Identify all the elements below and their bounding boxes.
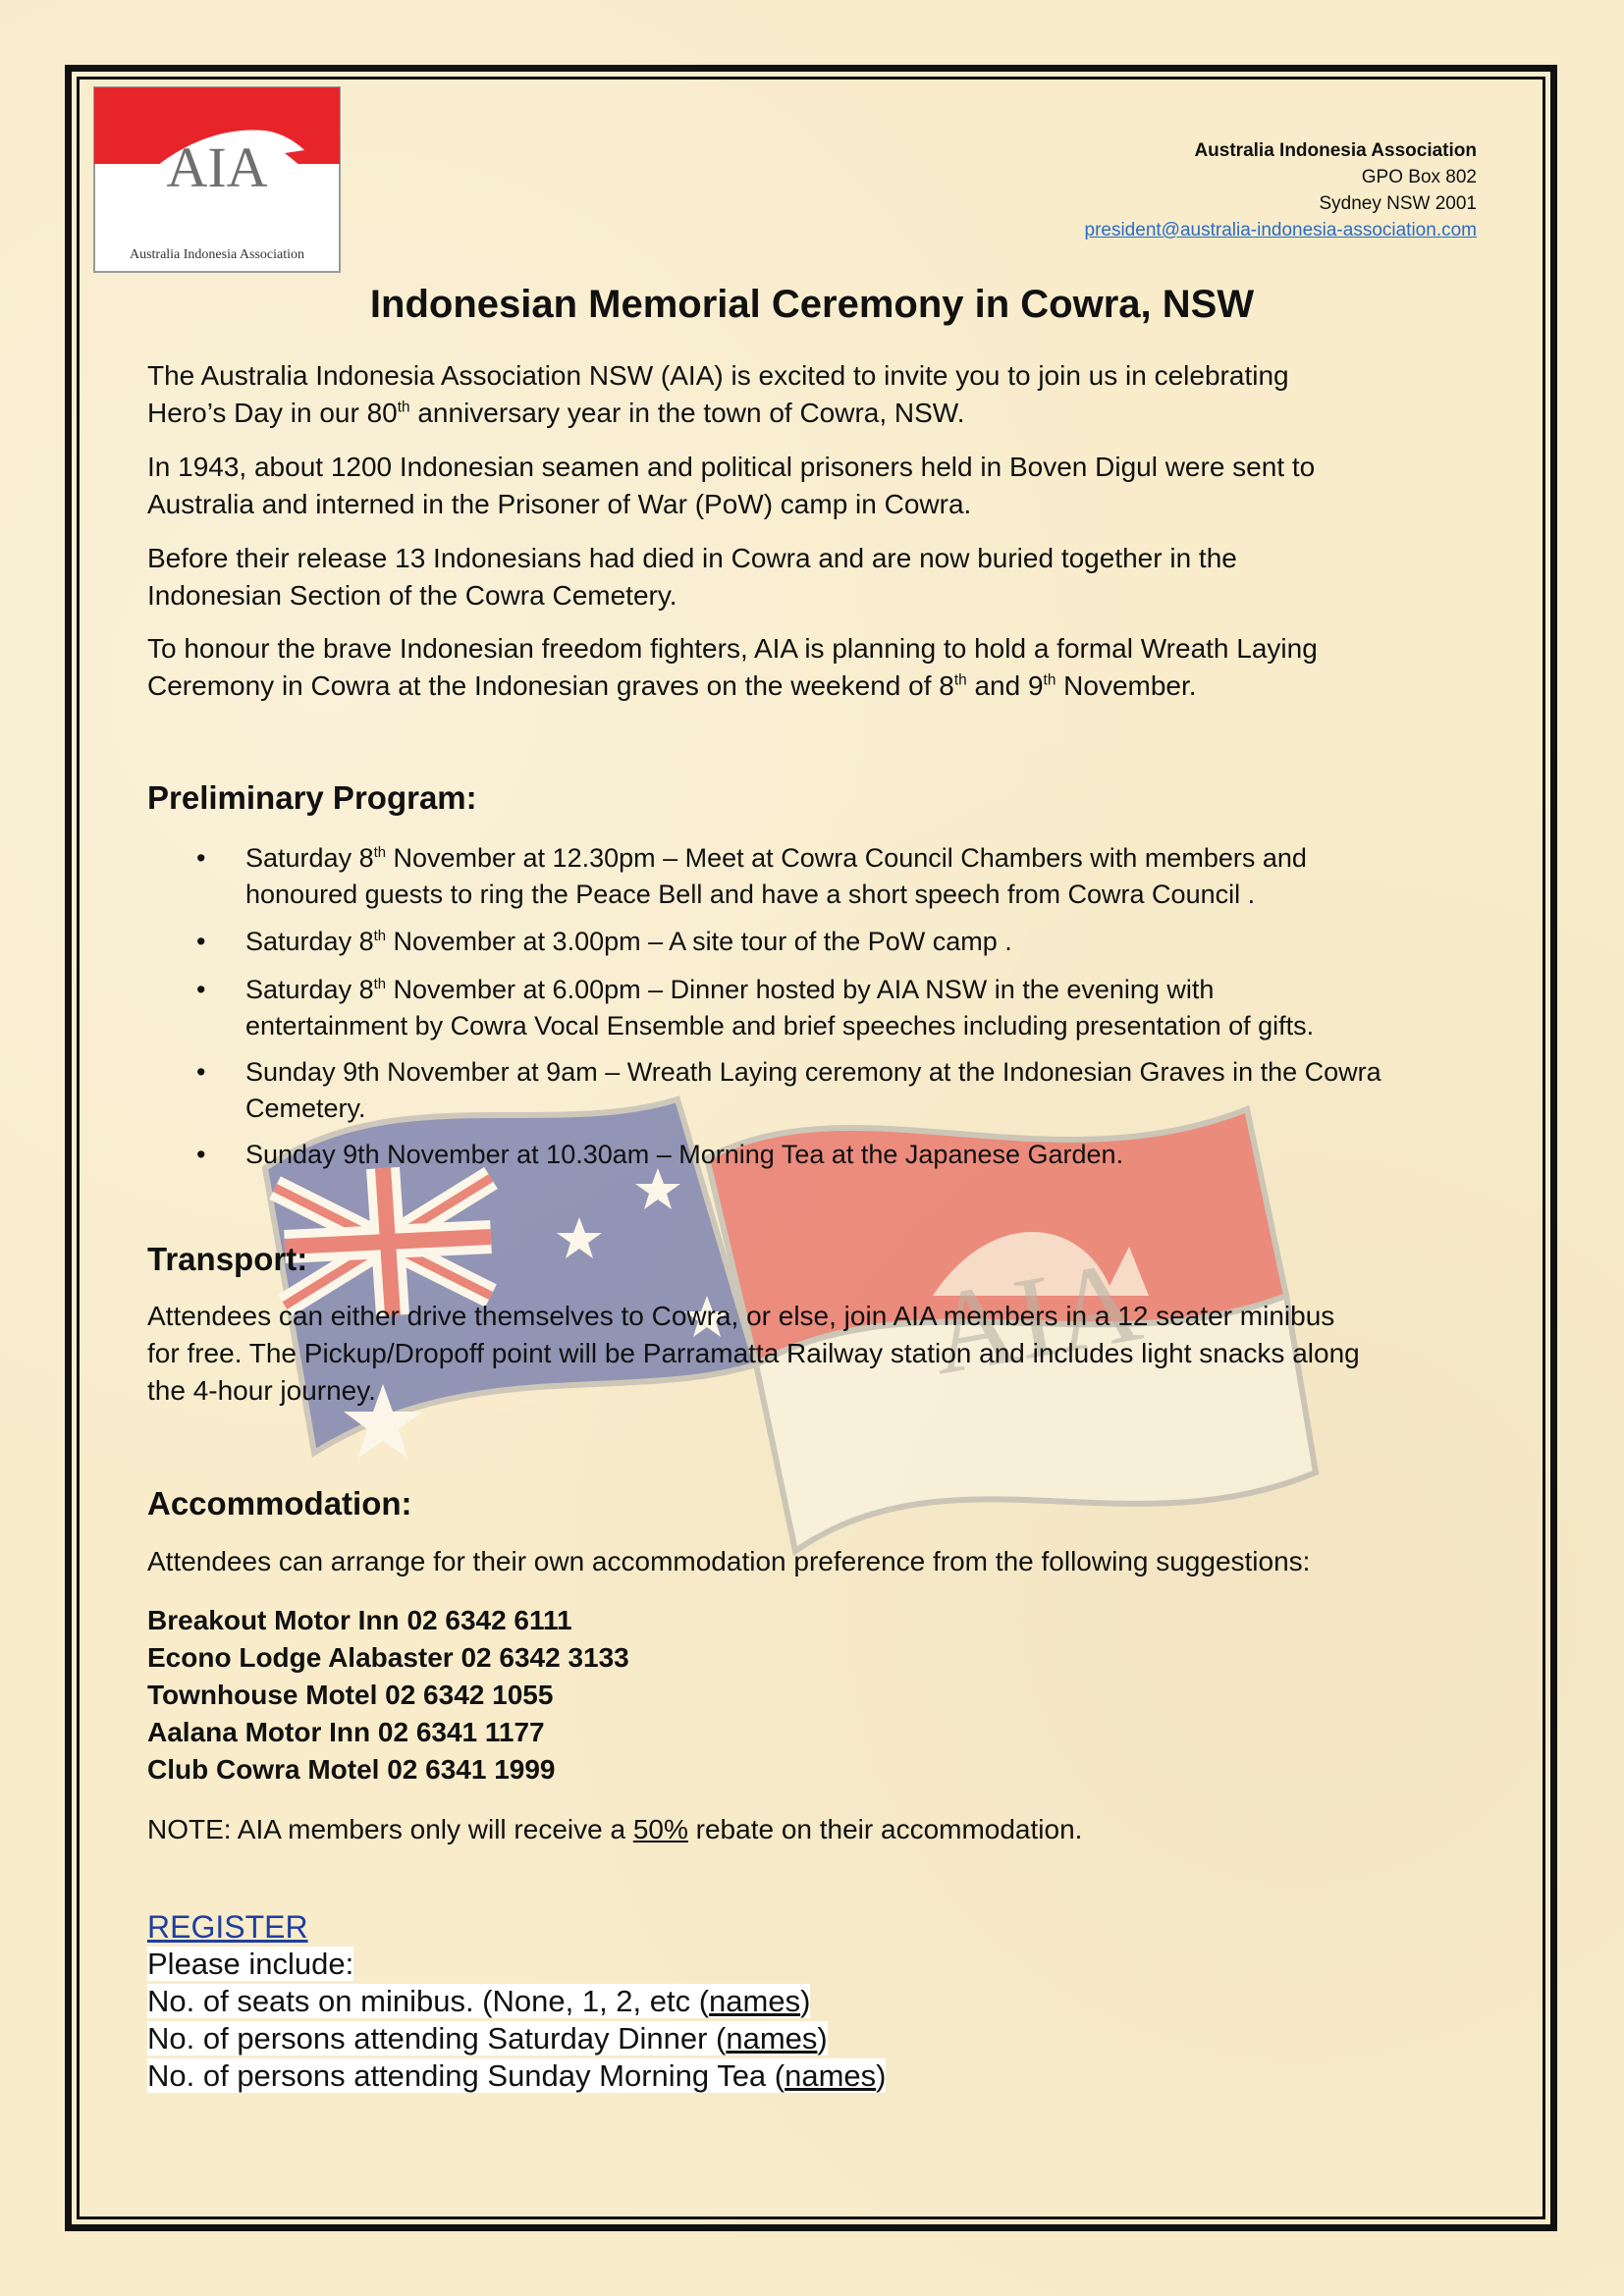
svg-text:AIA: AIA <box>920 1234 1150 1400</box>
register-section: REGISTER Please include: No. of seats on minibus. (None, 1, 2, etc (names) No. of persons attending Saturday Dinner (names) No. of persons attending Sunday Morning Tea (names) <box>147 1909 887 2093</box>
list-item: Econo Lodge Alabaster 02 6342 3133 <box>147 1642 629 1673</box>
list-item: Townhouse Motel 02 6342 1055 <box>147 1680 554 1710</box>
intro-paragraph-4: To honour the brave Indonesian freedom fighters, AIA is planning to hold a formal Wreath Laying Ceremony in Cowra at the Indonesian graves on the weekend of 8th and 9th November. <box>147 633 1318 701</box>
list-item: Aalana Motor Inn 02 6341 1177 <box>147 1717 545 1747</box>
accommodation-note: NOTE: AIA members only will receive a 50% rebate on their accommodation. <box>147 1814 1083 1844</box>
accommodation-heading: Accommodation: <box>147 1485 412 1522</box>
bullet-icon: • <box>196 1140 206 1169</box>
intro-paragraph-1: The Australia Indonesia Association NSW (AIA) is excited to invite you to join us in celebrating Hero’s Day in our 80th anniversary year in the town of Cowra, NSW. <box>147 360 1289 428</box>
page-title: Indonesian Memorial Ceremony in Cowra, NSW <box>369 283 1255 326</box>
bullet-icon: • <box>196 1057 206 1087</box>
address-block <box>1085 137 1478 243</box>
register-link[interactable]: REGISTER <box>147 1909 308 1945</box>
include-label: Please include: <box>147 1947 354 1981</box>
transport-heading: Transport: <box>147 1241 308 1277</box>
program-heading: Preliminary Program: <box>147 779 477 816</box>
aia-logo <box>93 86 341 273</box>
bullet-icon: • <box>196 927 206 956</box>
city-line: Sydney NSW 2001 <box>1319 193 1477 214</box>
org-name: Australia Indonesia Association <box>1194 140 1477 161</box>
email-link[interactable]: president@australia-indonesia-association.com <box>1084 220 1477 240</box>
accommodation-intro: Attendees can arrange for their own accommodation preference from the following suggestions: <box>147 1546 1311 1576</box>
bullet-icon: • <box>196 843 206 873</box>
po-box: GPO Box 802 <box>1361 167 1477 187</box>
bullet-icon: • <box>196 975 206 1004</box>
logo-caption: Australia Indonesia Association <box>129 247 305 262</box>
transport-paragraph: Attendees can either drive themselves to Cowra, or else, join AIA members in a 12 seater minibus for free. The Pickup/Dropoff point will be Parramatta Railway station and includes light snacks along the 4-hour journey. <box>147 1301 1360 1406</box>
intro-paragraph-3: Before their release 13 Indonesians had died in Cowra and are now buried together in the Indonesian Section of the Cowra Cemetery. <box>147 543 1237 611</box>
list-item: Club Cowra Motel 02 6341 1999 <box>147 1754 556 1785</box>
hotel-list <box>147 1602 1483 1789</box>
svg-text:AIA: AIA <box>166 135 268 199</box>
list-item: Breakout Motor Inn 02 6342 6111 <box>147 1605 572 1635</box>
intro-paragraph-2: In 1943, about 1200 Indonesian seamen and political prisoners held in Boven Digul were sent to Australia and interned in the Prisoner of War (PoW) camp in Cowra. <box>147 452 1316 519</box>
